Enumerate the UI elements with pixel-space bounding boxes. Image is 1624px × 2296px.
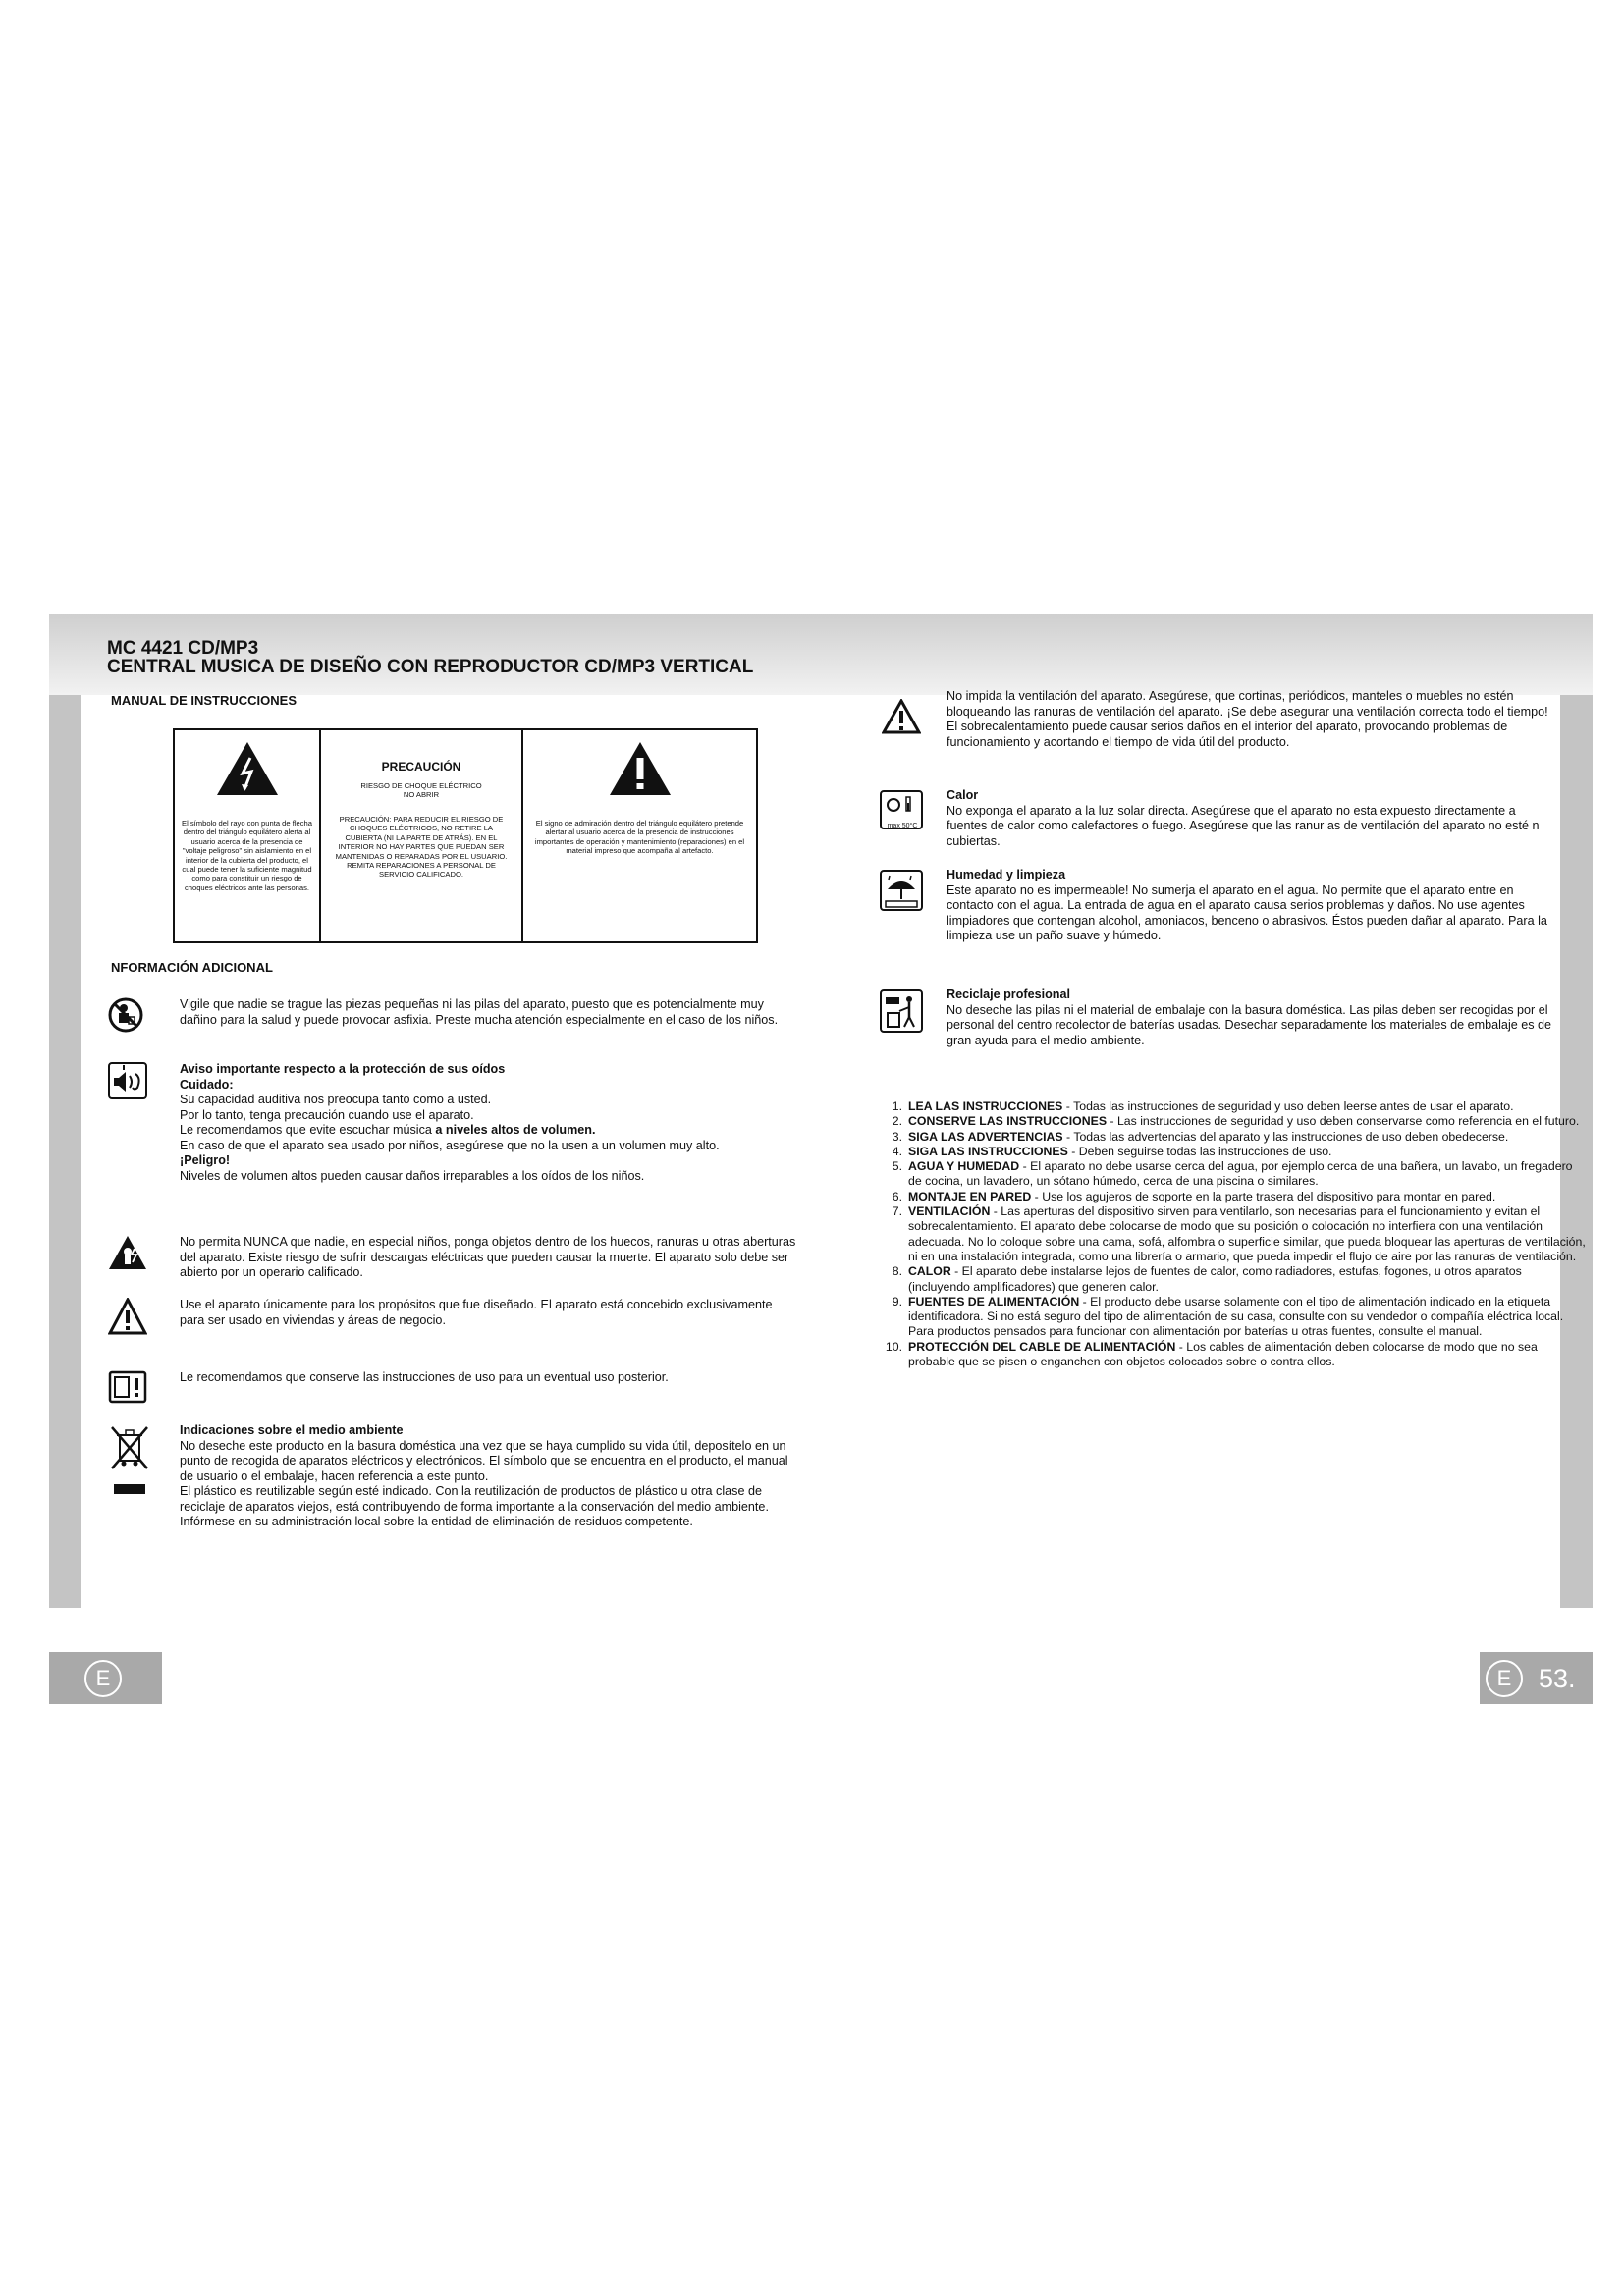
safety-rule: [877, 1130, 1586, 1145]
rule-text: - Las aperturas del dispositivo sirven para ventilarlo, son necesarias para el funcionamiento y evitan el sobrecalentamiento. El aparato debe colocarse de modo que su posición o colocación no interfiera con una ventilación adecuada. No lo coloque sobre una cama, sofá, alfombra o superficie similar, que pueda bloquear las aperturas de ventilación, ni en una instalación integrada, como una librería o armario, que pueda impedir el flujo de aire por las ranuras de ventilación.: [908, 1204, 1586, 1263]
electric-shock-icon: [108, 1235, 147, 1270]
humidity-text-block: [947, 868, 1555, 944]
heat-text-block: [947, 788, 1555, 849]
purpose-item: [108, 1298, 800, 1357]
rule-title: SIGA LAS ADVERTENCIAS: [908, 1129, 1063, 1144]
safety-rule: [877, 1099, 1586, 1114]
caution-icon: [108, 1298, 147, 1335]
caution-text: PRECAUCIÓN: PARA REDUCIR EL RIESGO DE CHOQUES ELÉCTRICOS, NO RETIRE LA CUBIERTA (NI LA PARTE DE ATRÁS). EN EL INTERIOR NO HAY PARTES QUE PUEDAN SER MANTENIDAS O REPARADAS POR EL USUARIO. REMITA REPARACIONES A PERSONAL DE SERVICIO CALIFICADO.: [335, 815, 508, 880]
humidity-text: Este aparato no es impermeable! No sumerja el aparato en el agua. No permite que el aparato entre en contacto con el agua. La entrada de agua en el aparato causa serios problemas y daños. No use agentes limpiadores que contengan alcohol, amoniacos, benceno o abrasivos. Éstos pueden dañar al aparato. Para la limpieza use un paño suave y húmedo.: [947, 882, 1547, 942]
safety-rule: [877, 1190, 1586, 1204]
heat-title: Calor: [947, 788, 979, 802]
rule-title: FUENTES DE ALIMENTACIÓN: [908, 1294, 1080, 1308]
hearing-line-3-bold: a niveles altos de volumen.: [435, 1123, 596, 1137]
rule-text: - El aparato debe instalarse lejos de fuentes de calor, como radiadores, estufas, fogones, u otros aparatos (incluyendo amplificadores) que generen calor.: [908, 1264, 1522, 1294]
additional-info-heading: NFORMACIÓN ADICIONAL: [111, 960, 273, 975]
rule-number: 7.: [892, 1204, 902, 1219]
lightning-explanation: El símbolo del rayo con punta de flecha dentro del triángulo equilátero alerta al usuario acerca de la presencia de "voltaje peligroso" sin aislamiento en el interior de la cubierta del producto, el cual puede tener la suficiente magnitud como para constituir un riesgo de choques eléctricos ante las personas.: [182, 819, 312, 892]
hearing-text-block: [180, 1062, 798, 1184]
rule-title: PROTECCIÓN DEL CABLE DE ALIMENTACIÓN: [908, 1339, 1176, 1354]
model-title: MC 4421 CD/MP3: [107, 638, 259, 659]
safety-rule: [877, 1114, 1586, 1129]
hearing-danger-label: ¡Peligro!: [180, 1153, 231, 1167]
humidity-icon: [880, 870, 923, 911]
manual-heading: MANUAL DE INSTRUCCIONES: [111, 693, 297, 708]
hearing-line-3-text: Le recomendamos que evite escuchar música: [180, 1123, 436, 1137]
keep-instructions-item: [108, 1370, 800, 1410]
small-parts-item: [108, 997, 800, 1056]
rule-number: 5.: [892, 1159, 902, 1174]
language-badge-right: E: [1486, 1660, 1523, 1697]
right-footer-tab: [1480, 1652, 1593, 1731]
rule-text: - Use los agujeros de soporte en la parte trasera del dispositivo para montar en pared.: [1031, 1189, 1496, 1203]
rule-title: CONSERVE LAS INSTRUCCIONES: [908, 1114, 1108, 1129]
header-band: [49, 614, 1593, 695]
safety-rule: [877, 1264, 1586, 1295]
heat-icon-label: max 50°C: [887, 823, 918, 829]
caution-title: PRECAUCIÓN: [381, 760, 461, 774]
rule-title: CALOR: [908, 1264, 951, 1279]
rule-number: 3.: [892, 1129, 902, 1144]
left-footer-tab: [49, 1652, 162, 1704]
rule-title: LEA LAS INSTRUCCIONES: [908, 1099, 1063, 1113]
rule-text: - Todas las instrucciones de seguridad y uso deben leerse antes de usar el aparato.: [1062, 1099, 1514, 1113]
caution-cell: [321, 730, 523, 941]
recycling-text: No deseche las pilas ni el material de embalaje con la basura doméstica. Las pilas deben ser recogidas por el personal del centro recolector de baterías usadas. Desechar separadamente los materiales de embalaje es de gran ayuda para el medio ambiente.: [947, 1002, 1552, 1047]
recycling-icon: [880, 989, 923, 1033]
rule-text: - Los cables de alimentación deben colocarse de modo que no sea probable que se pisen o enganchen con objetos colocados sobre o contra ellos.: [908, 1339, 1538, 1369]
safety-rule: [877, 1159, 1586, 1190]
rule-number: 10.: [885, 1339, 902, 1354]
no-children-icon: [108, 997, 143, 1033]
exclamation-warning-icon: [608, 740, 673, 797]
rule-number: 1.: [892, 1099, 902, 1113]
humidity-item: [877, 868, 1586, 976]
lightning-warning-icon: [215, 740, 280, 797]
page-number: 53. 5: [1539, 1664, 1576, 1731]
rule-number: 2.: [892, 1114, 902, 1129]
hearing-line-3: [180, 1123, 798, 1139]
rule-number: 4.: [892, 1144, 902, 1158]
caution-subtitle: RIESGO DE CHOQUE ELÉCTRICO NO ABRIR: [360, 781, 482, 800]
hearing-item: [108, 1062, 800, 1229]
rule-number: 9.: [892, 1294, 902, 1308]
environment-item: [108, 1423, 800, 1600]
lightning-cell: [175, 730, 321, 941]
ventilation-warning-icon: [882, 699, 921, 734]
safety-rule: [877, 1340, 1586, 1370]
recycling-title: Reciclaje profesional: [947, 988, 1070, 1001]
left-side-strip: [49, 695, 81, 1608]
hearing-title: Aviso importante respecto a la protección de sus oídos: [180, 1062, 506, 1076]
safety-rule: [877, 1204, 1586, 1264]
environment-title: Indicaciones sobre el medio ambiente: [180, 1423, 404, 1437]
environment-text-block: [180, 1423, 798, 1530]
hearing-line-4: En caso de que el aparato sea usado por niños, asegúrese que no la usen a un volumen muy alto.: [180, 1138, 720, 1152]
rule-title: AGUA Y HUMEDAD: [908, 1159, 1020, 1174]
environment-para-1: No deseche este producto en la basura doméstica una vez que se haya cumplido su vida útil, deposítelo en un punto de recogida de aparatos eléctricos y electrónicos. El símbolo que se encuentra en el producto, el manual de usuario o el embalaje, hacen referencia a este punto.: [180, 1438, 788, 1483]
shock-text: No permita NUNCA que nadie, en especial niños, ponga objetos dentro de los huecos, ranuras u otras aberturas del aparato. Existe riesgo de sufrir descargas eléctricas que pueden causar la muerte. El aparato solo debe ser abierto por un operario calificado.: [180, 1235, 796, 1279]
safety-rule: [877, 1295, 1586, 1340]
ventilation-item: [877, 689, 1586, 777]
rule-title: SIGA LAS INSTRUCCIONES: [908, 1144, 1068, 1158]
hearing-line-5: Niveles de volumen altos pueden causar daños irreparables a los oídos de los niños.: [180, 1168, 645, 1183]
rule-title: MONTAJE EN PARED: [908, 1189, 1032, 1203]
environment-para-2: El plástico es reutilizable según esté indicado. Con la reutilización de productos de plástico u otra clase de reciclaje de aparatos viejos, está contribuyendo de forma importante a la conservación del medio ambiente.: [180, 1484, 769, 1514]
ventilation-text: No impida la ventilación del aparato. Asegúrese, que cortinas, periódicos, manteles o muebles no estén bloqueando las ranuras de ventilación del aparato. ¡Se debe asegurar una ventilación correcta todo el tiempo! El sobrecalentamiento puede causar serios daños en el interior del aparato, provocando problemas de funcionamiento y acortando el tiempo de vida útil del producto.: [947, 689, 1548, 749]
safety-warning-box: [173, 728, 758, 943]
exclamation-cell: [523, 730, 756, 941]
manual-spread: [49, 614, 1593, 1731]
environment-para-3: Infórmese en su administración local sobre la entidad de eliminación de residuos competente.: [180, 1515, 693, 1528]
language-badge-left: E: [84, 1660, 122, 1697]
exclamation-explanation: El signo de admiración dentro del triángulo equilátero pretende alertar al usuario acerca de la presencia de instrucciones importantes de operación y mantenimiento (reparaciones) en el material impreso que acompaña al artefacto.: [534, 819, 745, 856]
rule-text: - Deben seguirse todas las instrucciones de uso.: [1067, 1144, 1332, 1158]
rule-text: - El producto debe usarse solamente con el tipo de alimentación indicado en la etiqueta identificadora. Si no está seguro del tipo de alimentación de su casa, consulte con su vendedor o compañía eléctrica local. Para productos pensados para funcionar con alimentación por baterías u otras fuentes, consulte el manual.: [908, 1294, 1564, 1339]
rule-text: - Las instrucciones de seguridad y uso deben conservarse como referencia en el futuro.: [1107, 1114, 1580, 1129]
recycling-text-block: [947, 988, 1560, 1048]
product-title: CENTRAL MUSICA DE DISEÑO CON REPRODUCTOR CD/MP3 VERTICAL: [107, 657, 754, 677]
hearing-protection-icon: [108, 1062, 147, 1099]
hearing-line-1: Su capacidad auditiva nos preocupa tanto como a usted.: [180, 1093, 492, 1106]
heat-item: [877, 788, 1586, 857]
recycling-item: [877, 988, 1586, 1056]
manual-book-icon: [108, 1370, 147, 1404]
rule-text: - El aparato no debe usarse cerca del agua, por ejemplo cerca de una bañera, un lavabo, un fregadero de cocina, un lavadero, un sótano húmedo, cerca de una piscina o similares.: [908, 1159, 1573, 1189]
hearing-line-2: Por lo tanto, tenga precaución cuando use el aparato.: [180, 1107, 474, 1122]
rule-number: 6.: [892, 1189, 902, 1203]
rule-text: - Todas las advertencias del aparato y las instrucciones de uso deben obedecerse.: [1062, 1129, 1509, 1144]
shock-item: [108, 1235, 800, 1294]
keep-instructions-text: Le recomendamos que conserve las instrucciones de uso para un eventual uso posterior.: [180, 1370, 669, 1384]
hearing-care-label: Cuidado:: [180, 1077, 234, 1092]
small-parts-text: Vigile que nadie se trague las piezas pequeñas ni las pilas del aparato, puesto que es potencialmente muy dañino para la salud y puede provocar asfixia. Preste mucha atención especialmente en el caso de los niños.: [180, 997, 779, 1027]
humidity-title: Humedad y limpieza: [947, 868, 1066, 881]
purpose-text: Use el aparato únicamente para los propósitos que fue diseñado. El aparato está concebido exclusivamente para ser usado en viviendas y áreas de negocio.: [180, 1298, 773, 1327]
heat-text: No exponga el aparato a la luz solar directa. Asegúrese que el aparato no esta expuesto directamente a fuentes de calor como calefactores o fuego. Asegúrese que las ranur as de ventilación del aparato no esté n cubiertas.: [947, 803, 1540, 848]
safety-rule: [877, 1145, 1586, 1159]
rule-title: VENTILACIÓN: [908, 1204, 991, 1219]
crossed-bin-icon: [108, 1423, 151, 1502]
safety-rules-list: [877, 1099, 1586, 1369]
rule-number: 8.: [892, 1264, 902, 1279]
